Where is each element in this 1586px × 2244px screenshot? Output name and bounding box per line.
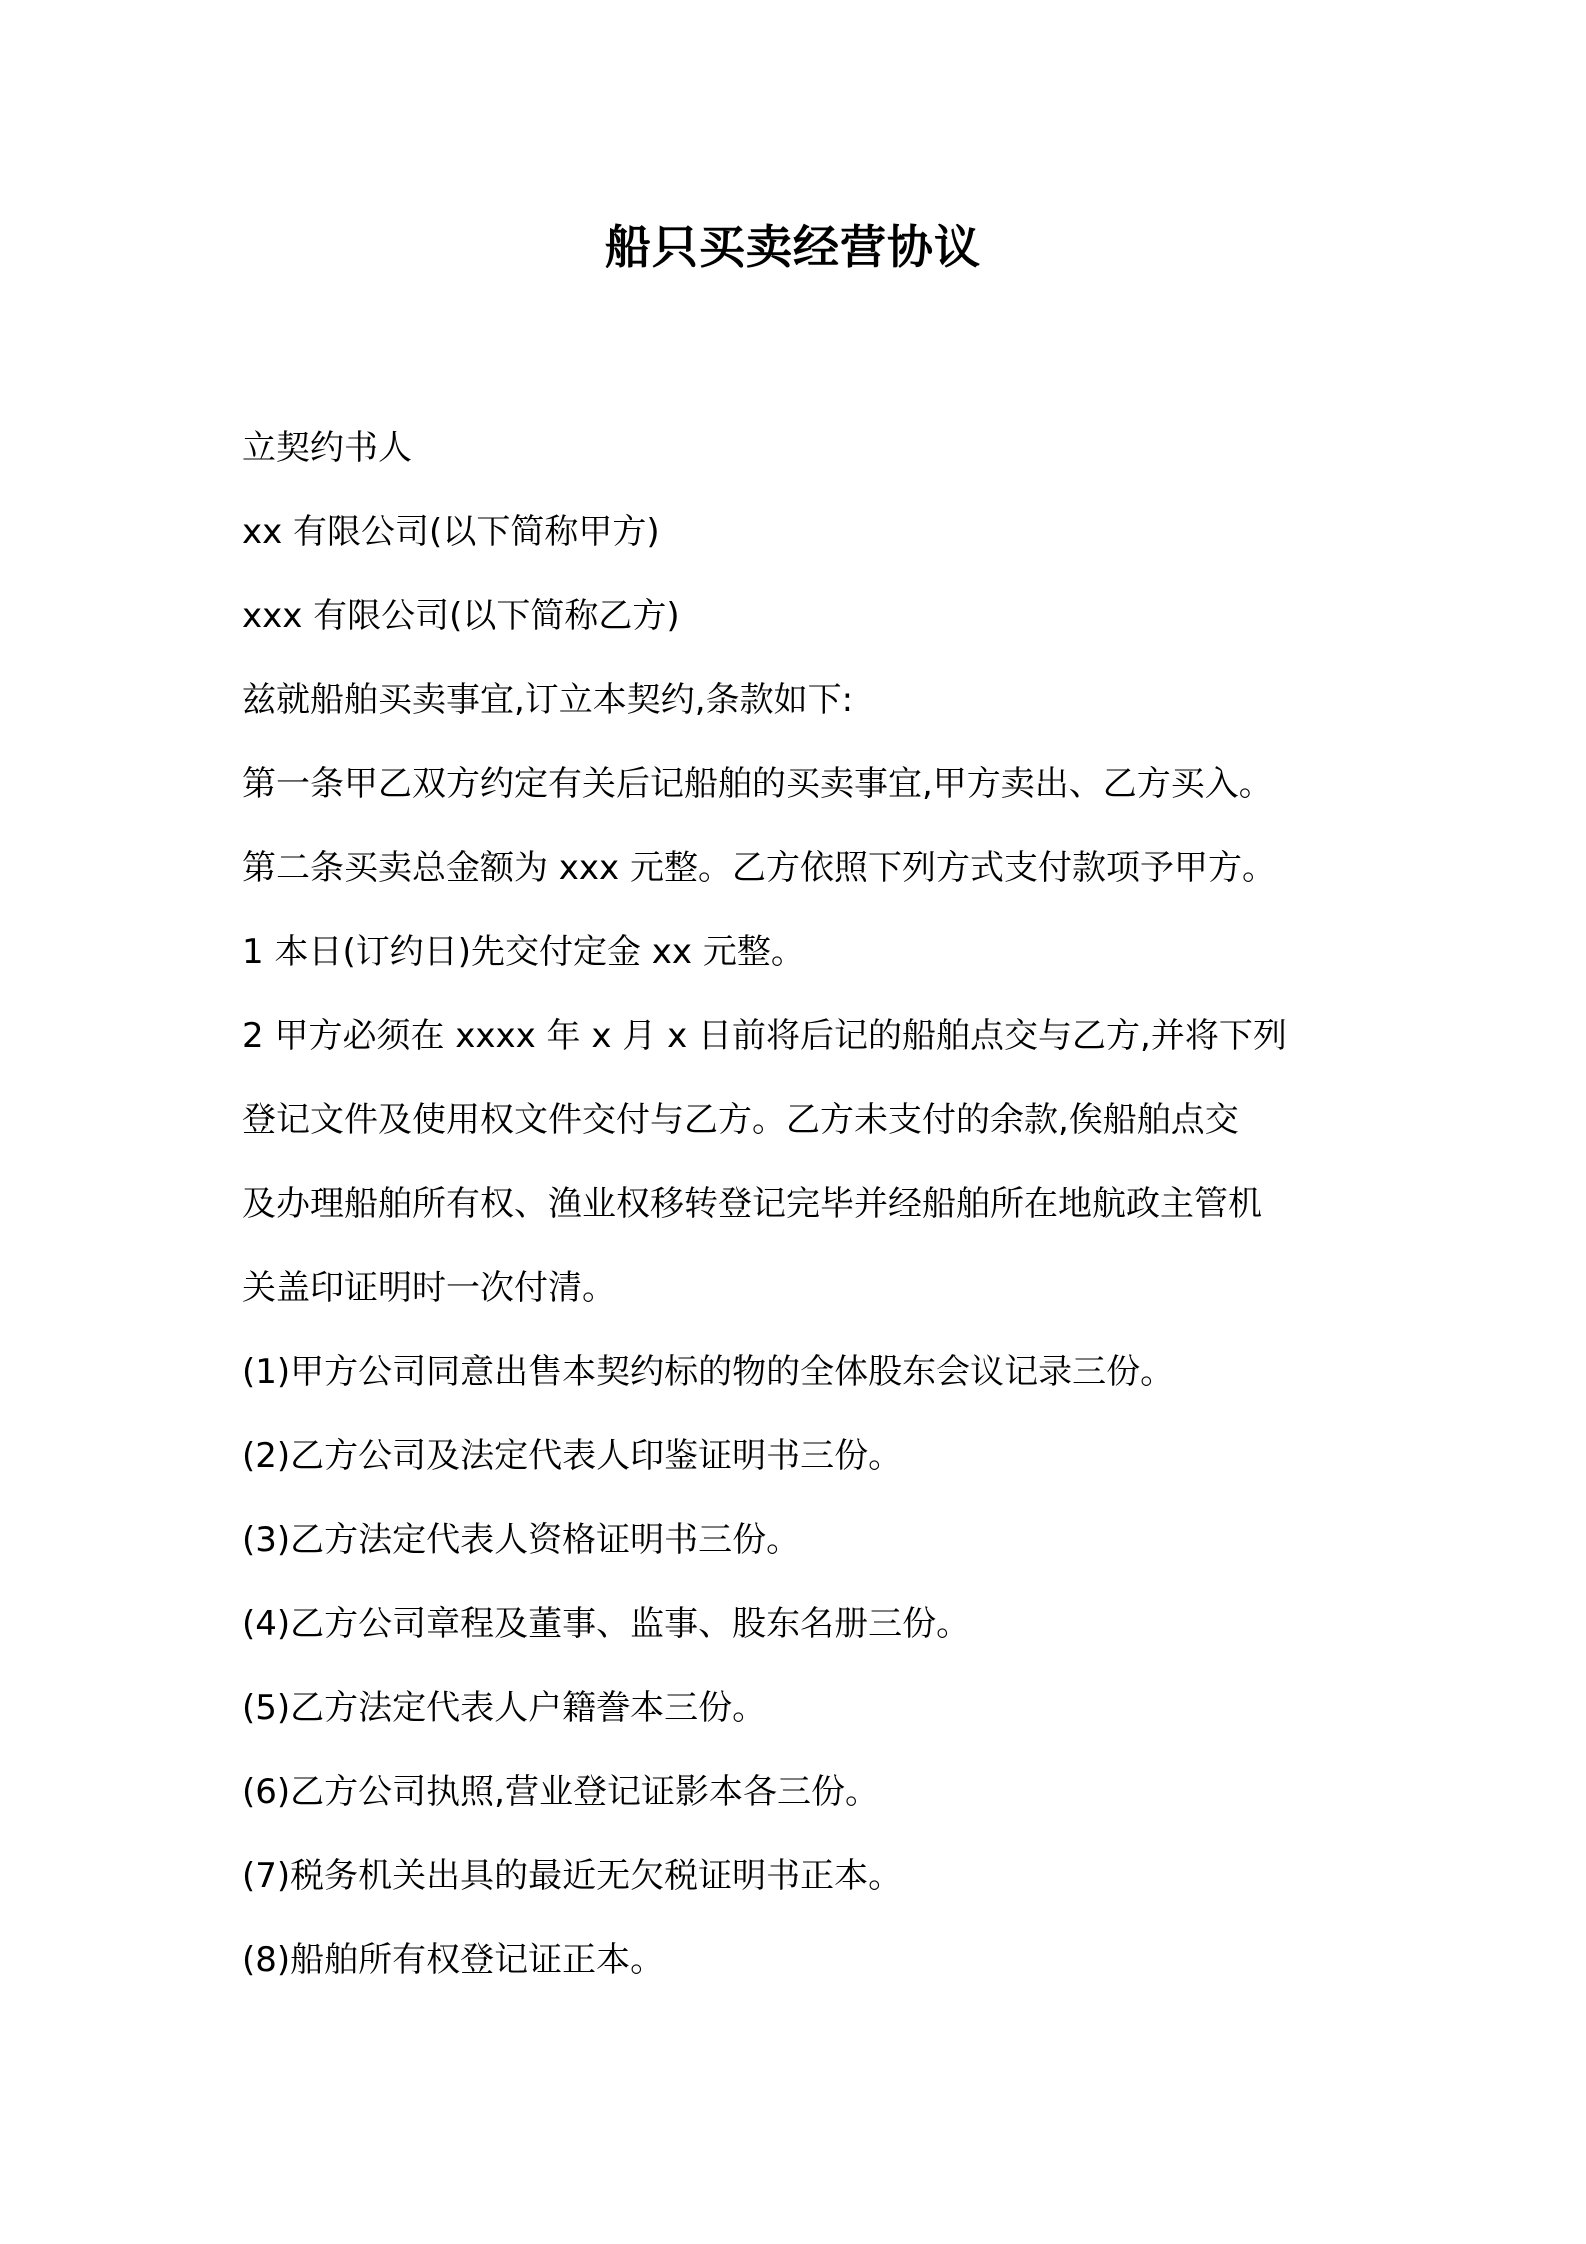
- payment-term-2-line-3: 及办理船舶所有权、渔业权移转登记完毕并经船舶所在地航政主管机: [242, 1184, 1262, 1224]
- payment-term-1: 1 本日(订约日)先交付定金 xx 元整。: [242, 932, 805, 972]
- payment-term-2-line-2: 登记文件及使用权文件交付与乙方。乙方未支付的余款,俟船舶点交: [242, 1100, 1239, 1140]
- preamble: 兹就船舶买卖事宜,订立本契约,条款如下:: [242, 680, 854, 720]
- document-item-2: (2)乙方公司及法定代表人印鉴证明书三份。: [242, 1436, 903, 1476]
- payment-term-2-line-4: 关盖印证明时一次付清。: [242, 1268, 616, 1308]
- contract-party-heading: 立契约书人: [242, 428, 412, 468]
- document-item-6: (6)乙方公司执照,营业登记证影本各三份。: [242, 1772, 879, 1812]
- document-item-7: (7)税务机关出具的最近无欠税证明书正本。: [242, 1856, 903, 1896]
- document-title: 船只买卖经营协议: [605, 220, 981, 274]
- document-item-1: (1)甲方公司同意出售本契约标的物的全体股东会议记录三份。: [242, 1352, 1175, 1392]
- payment-term-2-line-1: 2 甲方必须在 xxxx 年 x 月 x 日前将后记的船舶点交与乙方,并将下列: [242, 1016, 1287, 1056]
- party-a: xx 有限公司(以下简称甲方): [242, 512, 660, 552]
- document-item-8: (8)船舶所有权登记证正本。: [242, 1940, 665, 1980]
- article-2: 第二条买卖总金额为 xxx 元整。乙方依照下列方式支付款项予甲方。: [242, 848, 1276, 888]
- document-body: [242, 406, 1372, 2002]
- document-item-4: (4)乙方公司章程及董事、监事、股东名册三份。: [242, 1604, 971, 1644]
- party-b: xxx 有限公司(以下简称乙方): [242, 596, 680, 636]
- document-item-5: (5)乙方法定代表人户籍誊本三份。: [242, 1688, 767, 1728]
- document-item-3: (3)乙方法定代表人资格证明书三份。: [242, 1520, 801, 1560]
- article-1: 第一条甲乙双方约定有关后记船舶的买卖事宜,甲方卖出、乙方买入。: [242, 764, 1273, 804]
